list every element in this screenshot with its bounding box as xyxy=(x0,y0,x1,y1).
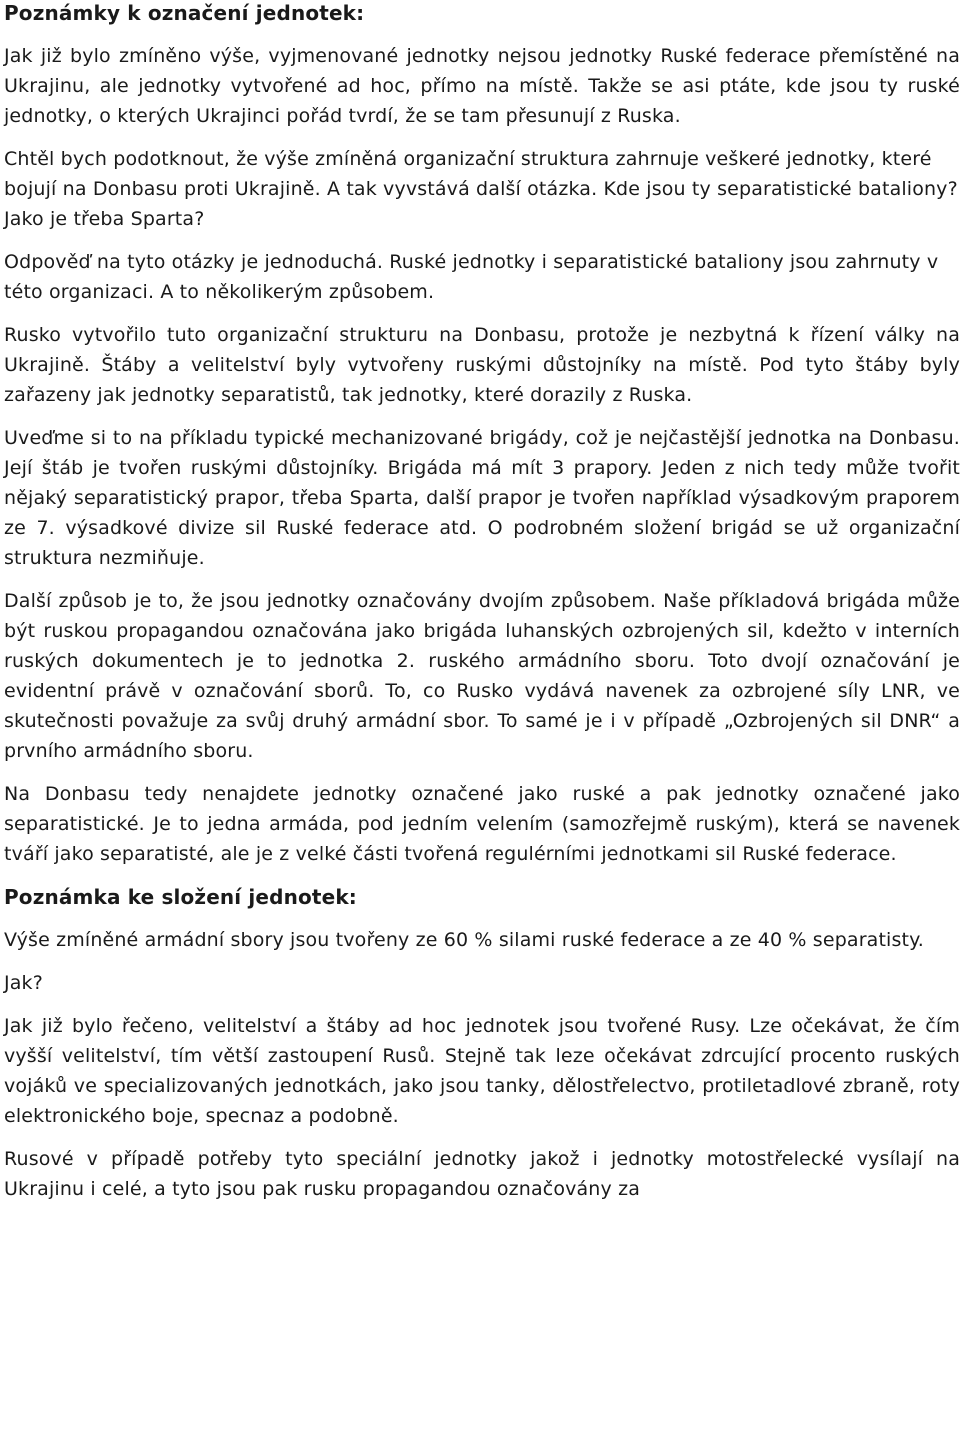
paragraph-special-units: Rusové v případě potřeby tyto speciální jednotky jakož i jednotky motostřelecké vysílají na Ukrajinu i celé, a tyto jsou pak rusku propagandou označovány za xyxy=(4,1148,960,1200)
paragraph-brigade-example: Uveďme si to na příkladu typické mechanizované brigády, což je nejčastější jednotka na Donbasu. Její štáb je tvořen ruskými důstojníky. Brigáda má mít 3 prapory. Jeden z nich tedy může tvořit nějaký separatistický prapor, třeba Sparta, další prapor je tvořen například výsadkovým praporem ze 7. výsadkové divize sil Ruské federace atd. O podrobném složení brigád se už organizační struktura nezmiňuje. xyxy=(4,427,960,569)
paragraph-ad-hoc-units: Jak již bylo zmíněno výše, vyjmenované jednotky nejsou jednotky Ruské federace přemístěné na Ukrajinu, ale jednotky vytvořené ad hoc, přímo na místě. Takže se asi ptáte, kde jsou ty ruské jednotky, o kterých Ukrajinci pořád tvrdí, že se tam přesunují z Ruska. xyxy=(4,45,960,127)
paragraph-one-army: Na Donbasu tedy nenajdete jednotky označené jako ruské a pak jednotky označené jako separatistické. Je to jedna armáda, pod jedním velením (samozřejmě ruským), která se navenek tváří jako separatisté, ale je z velké části tvořená regulérními jednotkami sil Ruské federace. xyxy=(4,783,960,865)
paragraph-how: Jak? xyxy=(4,972,43,994)
section-heading-unit-designation: Poznámky k označení jednotek: xyxy=(4,1,365,25)
paragraph-dual-designation: Další způsob je to, že jsou jednotky označovány dvojím způsobem. Naše příkladová brigáda může být ruskou propagandou označována jako brigáda luhanských ozbrojených sil, kdežto v interních ruských dokumentech je to jednotka 2. ruského armádního sboru. Toto dvojí označování je evidentní právě v označování sborů. To, co Rusko vydává navenek za ozbrojené síly LNR, ve skutečnosti považuje za svůj druhý armádní sbor. To samé je i v případě „Ozbrojených sil DNR“ a prvního armádního sboru. xyxy=(4,590,960,762)
paragraph-staff-composition: Jak již bylo řečeno, velitelství a štáby ad hoc jednotek jsou tvořené Rusy. Lze očekávat, že čím vyšší velitelství, tím větší zastoupení Rusů. Stejně tak leze očekávat zdrcující procento ruských vojáků ve specializovaných jednotkách, jako jsou tanky, dělostřelectvo, protiletadlové zbraně, roty elektronického boje, specnaz a podobně. xyxy=(4,1015,960,1127)
paragraph-answer: Odpověď na tyto otázky je jednoduchá. Ruské jednotky i separatistické bataliony jsou zahrnuty v této organizaci. A to několikerým způsobem. xyxy=(4,251,939,303)
paragraph-composition-ratio: Výše zmíněné armádní sbory jsou tvořeny ze 60 % silami ruské federace a ze 40 % separatisty. xyxy=(4,929,925,951)
paragraph-command-structure: Rusko vytvořilo tuto organizační strukturu na Donbasu, protože je nezbytná k řízení války na Ukrajině. Štáby a velitelství byly vytvořeny ruskými důstojníky na místě. Pod tyto štáby byly zařazeny jak jednotky separatistů, tak jednotky, které dorazily z Ruska. xyxy=(4,324,960,406)
paragraph-separatist-battalions-question: Chtěl bych podotknout, že výše zmíněná organizační struktura zahrnuje veškeré jednotky, které bojují na Donbasu proti Ukrajině. A tak vyvstává další otázka. Kde jsou ty separatistické bataliony? Jako je třeba Sparta? xyxy=(4,148,958,230)
section-heading-unit-composition: Poznámka ke složení jednotek: xyxy=(4,885,357,909)
